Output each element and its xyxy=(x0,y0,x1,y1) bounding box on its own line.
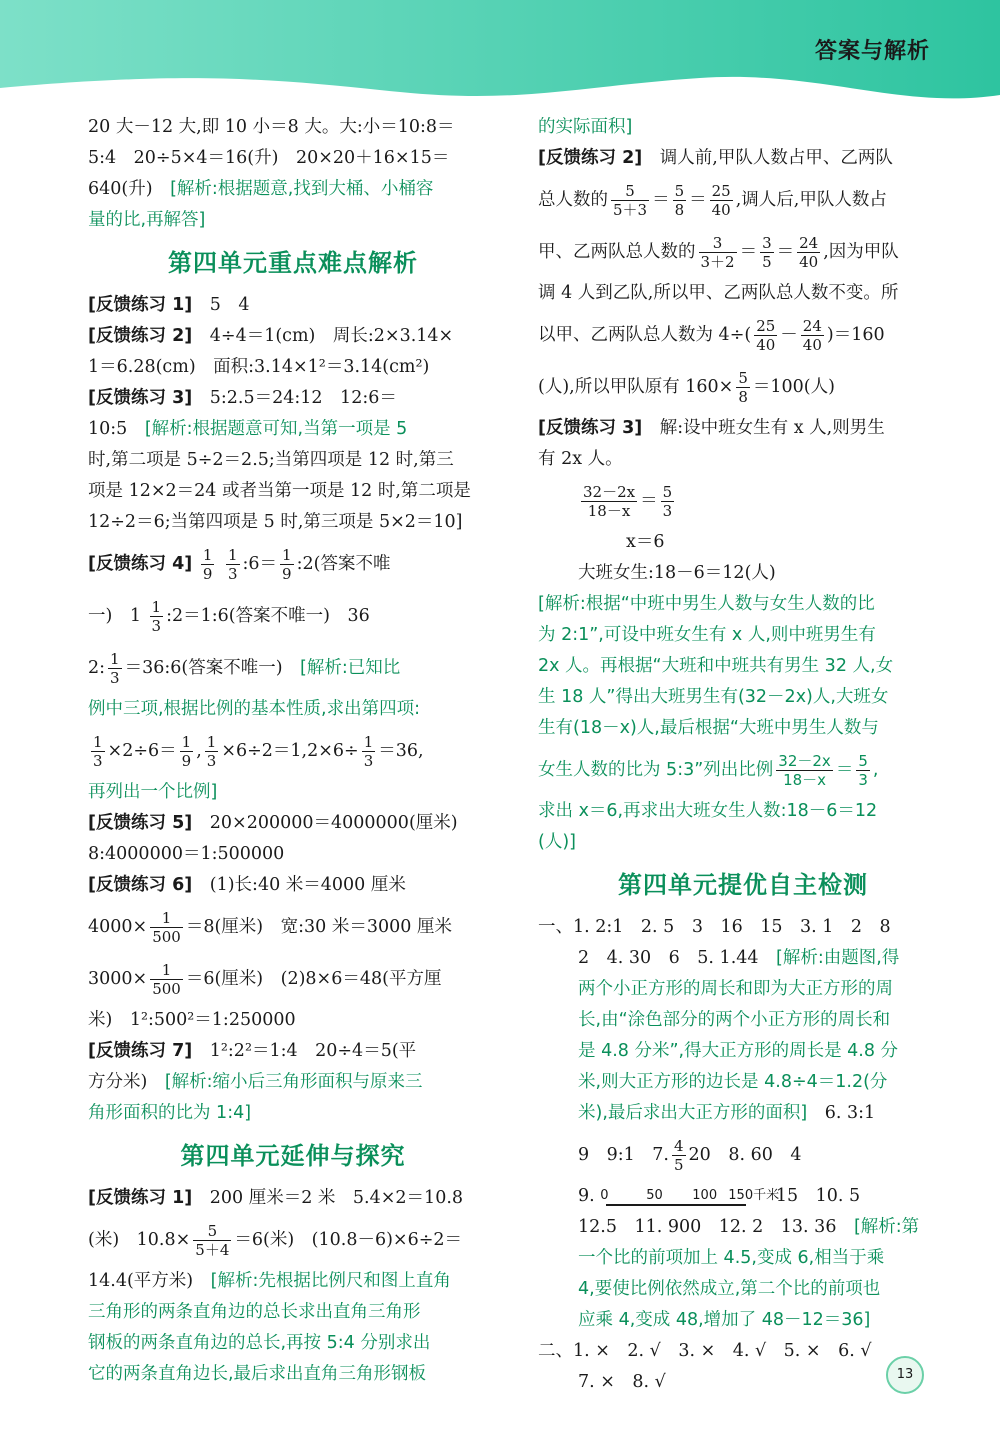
fb4-line-4: 例中三项,根据比例的基本性质,求出第四项: xyxy=(88,699,421,719)
r-analysis-4: 生 18 人”得出大班男生有(32－2x)人,大班女 xyxy=(538,687,889,707)
ext-fb1-line-1: [反馈练习 1] 200 厘米＝2 米 5.4×2＝10.8 xyxy=(88,1188,464,1208)
r-fb2-line-4: 调 4 人到乙队,所以甲、乙两队总人数不变。所 xyxy=(538,283,899,303)
section-title-extension: 第四单元延伸与探究 xyxy=(180,1142,406,1170)
test-line-2: 2 4. 30 6 5. 1.44 [解析:由题图,得 xyxy=(578,948,900,968)
page-header xyxy=(0,0,1000,110)
ext-fb1-line-3: 14.4(平方米) [解析:先根据比例尺和图上直角 xyxy=(88,1271,451,1291)
test-line-10: 12.5 11. 900 12. 2 13. 36 [解析:第 xyxy=(578,1217,920,1237)
fraction: $\frac{5}{5+4}$ xyxy=(195,1222,230,1259)
scale-label: 100 xyxy=(692,1187,718,1203)
fb5-line-1: [反馈练习 5] 20×200000＝4000000(厘米) xyxy=(88,813,458,833)
fraction: $\frac{3}{3+2}$ xyxy=(700,234,735,271)
fb6-line-1: [反馈练习 6] (1)长:40 米＝4000 厘米 xyxy=(88,875,406,895)
fraction: $\frac{1}{3}$ xyxy=(151,598,162,635)
fb2-line-2: 1＝6.28(cm) 面积:3.14×1²＝3.14(cm²) xyxy=(88,357,430,377)
fraction: $\frac{1}{3}$ xyxy=(363,733,374,770)
fraction: $\frac{1}{3}$ xyxy=(206,733,217,770)
r-analysis-1: [解析:根据“中班中男生人数与女生人数的比 xyxy=(538,594,875,614)
fb2-line-1: [反馈练习 2] 4÷4＝1(cm) 周长:2×3.14× xyxy=(88,326,454,346)
fb3-line-5: 12÷2＝6;当第四项是 5 时,第三项是 5×2＝10] xyxy=(88,512,463,532)
fraction: $\frac{25}{40}$ xyxy=(756,317,776,354)
fb7-line-2: 方分米) [解析:缩小后三角形面积与原来三 xyxy=(88,1072,423,1092)
fraction: $\frac{32-2x}{18-x}$ xyxy=(583,483,636,520)
r-fb3-equation: $\frac{32-2x}{18-x}$ ＝ $\frac{5}{3}$ xyxy=(583,483,673,520)
r-fb2-line-6: (人),所以甲队原有 160× $\frac{5}{8}$ ＝100(人) xyxy=(538,369,835,406)
fraction: $\frac{1}{9}$ xyxy=(282,546,292,583)
fraction: $\frac{1}{500}$ xyxy=(152,909,181,946)
fb3-line-3: 时,第二项是 5÷2＝2.5;当第四项是 12 时,第三 xyxy=(88,450,454,470)
test-line-12: 4,要使比例依然成立,第二个比的前项也 xyxy=(578,1279,881,1299)
test-line-13: 应乘 4,变成 48,增加了 48－12＝36] xyxy=(578,1310,871,1330)
fb7-line-1: [反馈练习 7] 1²:2²＝1:4 20÷4＝5(平 xyxy=(88,1041,417,1061)
fb4-line-5: $\frac{1}{3}$ ×2÷6＝ $\frac{1}{9}$ , $\frac{1}{3}$ ×6÷2＝1,2×6÷ $\frac{1}{3}$ ＝36, xyxy=(93,733,424,770)
intro-line-1: 20 大－12 大,即 10 小＝8 大。大:小＝10:8＝ xyxy=(88,117,455,137)
r-analysis-5: 生有(18－x)人,最后根据“大班中男生人数与 xyxy=(538,718,879,738)
fb1-line: [反馈练习 1] 5 4 xyxy=(88,295,250,315)
fb5-line-2: 8:4000000＝1:500000 xyxy=(88,844,285,864)
fb3-line-2: 10:5 [解析:根据题意可知,当第一项是 5 xyxy=(88,419,408,439)
judge-line-1: 二、1. × 2. √ 3. × 4. √ 5. × 6. √ xyxy=(538,1341,872,1361)
r-fb3-line-1: [反馈练习 3] 解:设中班女生有 x 人,则男生 xyxy=(538,418,885,438)
fraction: $\frac{4}{5}$ xyxy=(674,1137,684,1174)
fraction: $\frac{1}{3}$ xyxy=(110,650,120,687)
fb3-line-1: [反馈练习 3] 5:2.5＝24:12 12:6＝ xyxy=(88,388,397,408)
fraction: $\frac{24}{40}$ xyxy=(802,317,822,354)
test-line-6: 米,则大正方形的边长是 4.8÷4＝1.2(分 xyxy=(578,1072,888,1092)
r-analysis-8: (人)] xyxy=(538,832,576,852)
right-column xyxy=(538,112,948,1398)
scale-label: 0 xyxy=(600,1187,609,1203)
r-fb2-line-2: 总人数的 $\frac{5}{5+3}$ ＝ $\frac{5}{8}$ ＝ $\frac{25}{40}$ ,调人后,甲队人数占 xyxy=(538,182,887,219)
fraction: $\frac{24}{40}$ xyxy=(799,234,819,271)
fb6-line-4: 米) 1²:500²＝1:250000 xyxy=(88,1010,296,1030)
fb4-line-6: 再列出一个比例] xyxy=(88,782,218,802)
scale-bar xyxy=(600,1184,780,1210)
fraction: $\frac{25}{40}$ xyxy=(711,182,731,219)
r-fb2-line-3: 甲、乙两队总人数的 $\frac{3}{3+2}$ ＝ $\frac{3}{5}$ ＝ $\frac{24}{40}$ ,因为甲队 xyxy=(538,234,899,271)
fraction: $\frac{5}{8}$ xyxy=(674,182,685,219)
fraction: $\frac{5}{5+3}$ xyxy=(613,182,648,219)
fraction: $\frac{1}{500}$ xyxy=(152,961,181,998)
right-top-line: 的实际面积] xyxy=(538,117,633,137)
r-analysis-7: 求出 x＝6,再求出大班女生人数:18－6＝12 xyxy=(538,801,878,821)
test-line-7: 米),最后求出大正方形的面积] 6. 3:1 xyxy=(578,1103,876,1123)
left-column xyxy=(88,112,498,1390)
fraction: $\frac{5}{3}$ xyxy=(662,483,673,520)
r-analysis-3: 2x 人。再根据“大班和中班共有男生 32 人,女 xyxy=(538,656,894,676)
fb6-line-2: 4000× $\frac{1}{500}$ ＝8(厘米) 宽:30 米＝3000 厘米 xyxy=(88,909,452,946)
fb4-line-2: 一) 1 $\frac{1}{3}$ :2＝1:6(答案不唯一) 36 xyxy=(88,598,370,635)
fraction: $\frac{32-2x}{18-x}$ xyxy=(778,751,831,789)
ext-fb1-line-2: (米) 10.8× $\frac{5}{5+4}$ ＝6(米) (10.8－6)×6÷2＝ xyxy=(88,1222,463,1259)
test-line-5: 是 4.8 分米”,得大正方形的周长是 4.8 分 xyxy=(578,1041,899,1061)
fraction: $\frac{1}{9}$ xyxy=(181,733,192,770)
ext-fb1-line-6: 它的两条直角边长,最后求出直角三角形钢板 xyxy=(88,1364,427,1384)
fraction: $\frac{5}{8}$ xyxy=(738,369,748,406)
fraction: $\frac{3}{5}$ xyxy=(762,234,772,271)
test-line-8: 9 9:1 7. $\frac{4}{5}$ 20 8. 60 4 xyxy=(578,1137,802,1174)
fb6-line-3: 3000× $\frac{1}{500}$ ＝6(厘米) (2)8×6＝48(平方厘 xyxy=(88,961,442,998)
r-analysis-6: 女生人数的比为 5:3”列出比例 $\frac{32-2x}{18-x}$ ＝ $\frac{5}{3}$ , xyxy=(538,751,879,789)
scale-label: 50 xyxy=(646,1187,663,1203)
ext-fb1-line-4: 三角形的两条直角边的总长求出直角三角形 xyxy=(88,1302,421,1322)
section-title-self-test: 第四单元提优自主检测 xyxy=(618,871,868,899)
fb7-line-3: 角形面积的比为 1:4] xyxy=(88,1103,252,1123)
test-line-3: 两个小正方形的周长和即为大正方形的周 xyxy=(578,979,893,999)
ext-fb1-line-5: 钢板的两条直角边的总长,再按 5:4 分别求出 xyxy=(88,1333,431,1353)
fb4-line-3: 2: $\frac{1}{3}$ ＝36:6(答案不唯一) [解析:已知比 xyxy=(88,650,401,687)
r-fb3-solution: x＝6 xyxy=(626,532,665,552)
fb4-line-1: [反馈练习 4] $\frac{1}{9}$ $\frac{1}{3}$ :6＝ $\frac{1}{9}$ :2(答案不唯 xyxy=(88,546,391,583)
judge-line-2: 7. × 8. √ xyxy=(578,1372,666,1392)
test-line-11: 一个比的前项加上 4.5,变成 6,相当于乘 xyxy=(578,1248,885,1268)
fraction: $\frac{1}{3}$ xyxy=(93,733,103,770)
page-number: 13 xyxy=(886,1356,924,1394)
scale-label: 150千米 xyxy=(728,1187,780,1203)
r-analysis-2: 为 2:1”,可设中班女生有 x 人,则中班男生有 xyxy=(538,625,876,645)
test-line-4: 长,由“涂色部分的两个小正方形的周长和 xyxy=(578,1010,891,1030)
fraction: $\frac{1}{3}$ xyxy=(227,546,238,583)
test-line-1: 一、1. 2:1 2. 5 3 16 15 3. 1 2 8 xyxy=(538,917,891,937)
intro-line-4: 量的比,再解答] xyxy=(88,210,206,230)
r-fb2-line-5: 以甲、乙两队总人数为 4÷( $\frac{25}{40}$ － $\frac{24}{40}$ )＝160 xyxy=(538,317,885,354)
fraction: $\frac{5}{3}$ xyxy=(858,751,868,789)
header-title: 答案与解析 xyxy=(814,39,930,64)
fraction: $\frac{1}{9}$ xyxy=(202,546,213,583)
intro-line-2: 5:4 20÷5×4＝16(升) 20×20＋16×15＝ xyxy=(88,148,450,168)
r-fb3-line-2: 有 2x 人。 xyxy=(538,449,623,469)
fb3-line-4: 项是 12×2＝24 或者当第一项是 12 时,第二项是 xyxy=(88,481,471,501)
section-title-key-points: 第四单元重点难点解析 xyxy=(168,249,418,277)
r-fb3-girls: 大班女生:18－6＝12(人) xyxy=(578,563,776,583)
r-fb2-line-1: [反馈练习 2] 调人前,甲队人数占甲、乙两队 xyxy=(538,148,893,168)
intro-line-3: 640(升) [解析:根据题意,找到大桶、小桶容 xyxy=(88,179,434,199)
test-line-9: 9. 0 50 100 150千米 15 10. 5 xyxy=(538,1181,948,1212)
